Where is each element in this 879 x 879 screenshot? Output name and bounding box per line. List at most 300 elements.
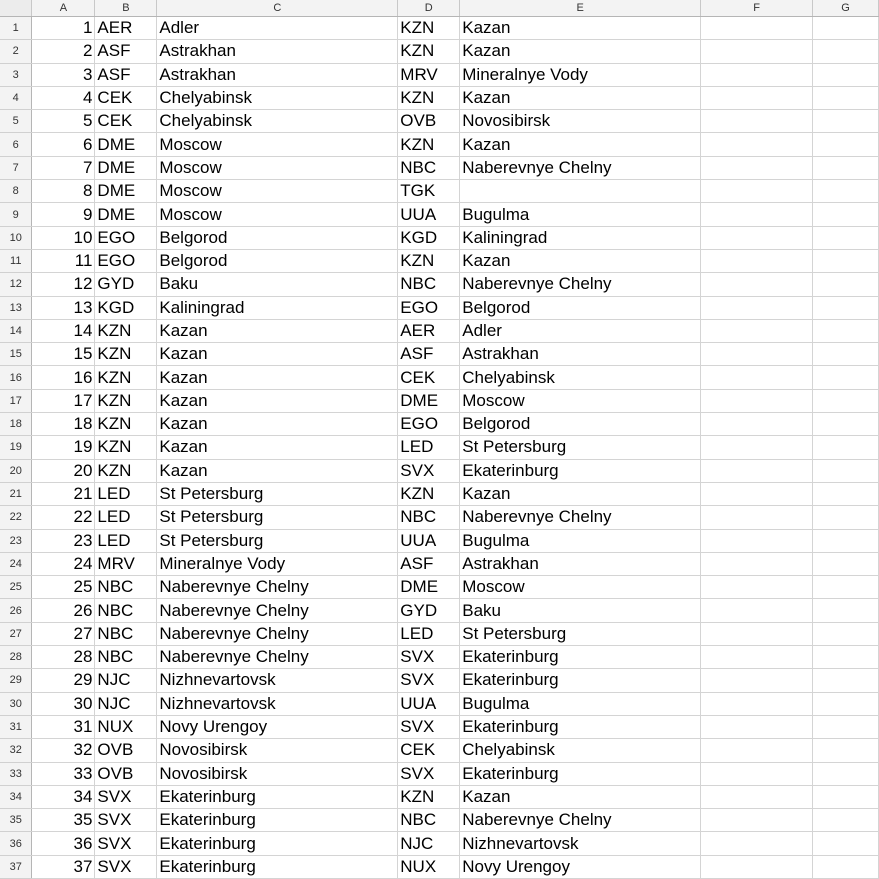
- cell-b[interactable]: NJC: [95, 692, 157, 715]
- cell-b[interactable]: NBC: [95, 576, 157, 599]
- cell-b[interactable]: OVB: [95, 739, 157, 762]
- row-header[interactable]: 1: [0, 17, 32, 40]
- cell-a[interactable]: 18: [32, 413, 95, 436]
- cell-f[interactable]: [701, 319, 813, 342]
- cell-d[interactable]: NBC: [398, 809, 460, 832]
- cell-f[interactable]: [701, 226, 813, 249]
- cell-f[interactable]: [701, 739, 813, 762]
- cell-c[interactable]: Chelyabinsk: [157, 86, 398, 109]
- cell-e[interactable]: Ekaterinburg: [460, 669, 701, 692]
- row-header[interactable]: 6: [0, 133, 32, 156]
- select-all-corner[interactable]: [0, 0, 32, 17]
- row-header[interactable]: 34: [0, 785, 32, 808]
- row-header[interactable]: 27: [0, 622, 32, 645]
- cell-d[interactable]: LED: [398, 622, 460, 645]
- cell-a[interactable]: 37: [32, 855, 95, 878]
- cell-b[interactable]: KZN: [95, 319, 157, 342]
- cell-b[interactable]: SVX: [95, 832, 157, 855]
- cell-e[interactable]: Kazan: [460, 785, 701, 808]
- cell-d[interactable]: NUX: [398, 855, 460, 878]
- cell-g[interactable]: [813, 576, 879, 599]
- cell-b[interactable]: LED: [95, 529, 157, 552]
- cell-c[interactable]: Chelyabinsk: [157, 110, 398, 133]
- cell-g[interactable]: [813, 506, 879, 529]
- cell-c[interactable]: Ekaterinburg: [157, 855, 398, 878]
- cell-e[interactable]: Belgorod: [460, 296, 701, 319]
- cell-a[interactable]: 34: [32, 785, 95, 808]
- cell-f[interactable]: [701, 110, 813, 133]
- cell-e[interactable]: Astrakhan: [460, 343, 701, 366]
- cell-e[interactable]: Kazan: [460, 249, 701, 272]
- cell-e[interactable]: Moscow: [460, 389, 701, 412]
- cell-c[interactable]: Nizhnevartovsk: [157, 692, 398, 715]
- cell-f[interactable]: [701, 459, 813, 482]
- cell-f[interactable]: [701, 86, 813, 109]
- cell-a[interactable]: 25: [32, 576, 95, 599]
- cell-a[interactable]: 4: [32, 86, 95, 109]
- cell-a[interactable]: 30: [32, 692, 95, 715]
- cell-d[interactable]: AER: [398, 319, 460, 342]
- cell-c[interactable]: Naberevnye Chelny: [157, 599, 398, 622]
- cell-g[interactable]: [813, 832, 879, 855]
- cell-e[interactable]: Kaliningrad: [460, 226, 701, 249]
- cell-a[interactable]: 27: [32, 622, 95, 645]
- cell-e[interactable]: Adler: [460, 319, 701, 342]
- cell-a[interactable]: 10: [32, 226, 95, 249]
- cell-b[interactable]: KGD: [95, 296, 157, 319]
- cell-a[interactable]: 21: [32, 482, 95, 505]
- cell-b[interactable]: OVB: [95, 762, 157, 785]
- cell-c[interactable]: Belgorod: [157, 226, 398, 249]
- row-header[interactable]: 25: [0, 576, 32, 599]
- cell-d[interactable]: CEK: [398, 739, 460, 762]
- cell-a[interactable]: 22: [32, 506, 95, 529]
- cell-d[interactable]: KZN: [398, 482, 460, 505]
- cell-b[interactable]: NUX: [95, 715, 157, 738]
- cell-e[interactable]: Kazan: [460, 40, 701, 63]
- cell-b[interactable]: KZN: [95, 413, 157, 436]
- cell-b[interactable]: DME: [95, 203, 157, 226]
- cell-d[interactable]: DME: [398, 576, 460, 599]
- cell-d[interactable]: GYD: [398, 599, 460, 622]
- cell-g[interactable]: [813, 855, 879, 878]
- cell-e[interactable]: Astrakhan: [460, 552, 701, 575]
- cell-g[interactable]: [813, 156, 879, 179]
- cell-f[interactable]: [701, 692, 813, 715]
- cell-g[interactable]: [813, 762, 879, 785]
- cell-a[interactable]: 12: [32, 273, 95, 296]
- cell-a[interactable]: 17: [32, 389, 95, 412]
- cell-b[interactable]: NJC: [95, 669, 157, 692]
- cell-g[interactable]: [813, 482, 879, 505]
- cell-d[interactable]: KZN: [398, 40, 460, 63]
- cell-b[interactable]: LED: [95, 506, 157, 529]
- cell-f[interactable]: [701, 273, 813, 296]
- cell-f[interactable]: [701, 17, 813, 40]
- cell-g[interactable]: [813, 319, 879, 342]
- cell-d[interactable]: EGO: [398, 413, 460, 436]
- cell-c[interactable]: Kazan: [157, 319, 398, 342]
- cell-f[interactable]: [701, 63, 813, 86]
- row-header[interactable]: 24: [0, 552, 32, 575]
- row-header[interactable]: 36: [0, 832, 32, 855]
- cell-e[interactable]: Belgorod: [460, 413, 701, 436]
- cell-c[interactable]: Kazan: [157, 436, 398, 459]
- row-header[interactable]: 16: [0, 366, 32, 389]
- cell-f[interactable]: [701, 40, 813, 63]
- cell-c[interactable]: Naberevnye Chelny: [157, 646, 398, 669]
- cell-e[interactable]: Kazan: [460, 86, 701, 109]
- cell-c[interactable]: Moscow: [157, 203, 398, 226]
- cell-d[interactable]: SVX: [398, 762, 460, 785]
- cell-f[interactable]: [701, 646, 813, 669]
- cell-e[interactable]: Naberevnye Chelny: [460, 156, 701, 179]
- cell-d[interactable]: NBC: [398, 273, 460, 296]
- cell-f[interactable]: [701, 529, 813, 552]
- row-header[interactable]: 29: [0, 669, 32, 692]
- cell-a[interactable]: 11: [32, 249, 95, 272]
- cell-d[interactable]: ASF: [398, 552, 460, 575]
- cell-c[interactable]: Novy Urengoy: [157, 715, 398, 738]
- cell-b[interactable]: AER: [95, 17, 157, 40]
- cell-e[interactable]: [460, 180, 701, 203]
- row-header[interactable]: 15: [0, 343, 32, 366]
- cell-c[interactable]: Kazan: [157, 343, 398, 366]
- cell-b[interactable]: NBC: [95, 599, 157, 622]
- cell-a[interactable]: 20: [32, 459, 95, 482]
- cell-a[interactable]: 2: [32, 40, 95, 63]
- cell-e[interactable]: Naberevnye Chelny: [460, 506, 701, 529]
- cell-f[interactable]: [701, 413, 813, 436]
- cell-c[interactable]: Kaliningrad: [157, 296, 398, 319]
- cell-c[interactable]: Ekaterinburg: [157, 832, 398, 855]
- cell-f[interactable]: [701, 576, 813, 599]
- column-header[interactable]: B: [95, 0, 157, 17]
- cell-b[interactable]: KZN: [95, 389, 157, 412]
- cell-d[interactable]: MRV: [398, 63, 460, 86]
- row-header[interactable]: 33: [0, 762, 32, 785]
- cell-c[interactable]: Novosibirsk: [157, 739, 398, 762]
- row-header[interactable]: 10: [0, 226, 32, 249]
- cell-a[interactable]: 1: [32, 17, 95, 40]
- cell-g[interactable]: [813, 249, 879, 272]
- cell-a[interactable]: 33: [32, 762, 95, 785]
- cell-e[interactable]: Ekaterinburg: [460, 715, 701, 738]
- row-header[interactable]: 30: [0, 692, 32, 715]
- cell-f[interactable]: [701, 552, 813, 575]
- cell-c[interactable]: Novosibirsk: [157, 762, 398, 785]
- cell-a[interactable]: 6: [32, 133, 95, 156]
- row-header[interactable]: 21: [0, 482, 32, 505]
- cell-d[interactable]: SVX: [398, 646, 460, 669]
- cell-g[interactable]: [813, 296, 879, 319]
- cell-c[interactable]: Kazan: [157, 389, 398, 412]
- row-header[interactable]: 17: [0, 389, 32, 412]
- column-header[interactable]: D: [398, 0, 460, 17]
- cell-d[interactable]: LED: [398, 436, 460, 459]
- row-header[interactable]: 32: [0, 739, 32, 762]
- row-header[interactable]: 13: [0, 296, 32, 319]
- cell-b[interactable]: LED: [95, 482, 157, 505]
- cell-c[interactable]: Moscow: [157, 133, 398, 156]
- cell-b[interactable]: EGO: [95, 249, 157, 272]
- cell-e[interactable]: St Petersburg: [460, 436, 701, 459]
- cell-d[interactable]: KZN: [398, 133, 460, 156]
- cell-a[interactable]: 26: [32, 599, 95, 622]
- cell-d[interactable]: ASF: [398, 343, 460, 366]
- cell-b[interactable]: ASF: [95, 40, 157, 63]
- cell-g[interactable]: [813, 226, 879, 249]
- row-header[interactable]: 7: [0, 156, 32, 179]
- cell-a[interactable]: 29: [32, 669, 95, 692]
- row-header[interactable]: 26: [0, 599, 32, 622]
- row-header[interactable]: 8: [0, 180, 32, 203]
- cell-c[interactable]: St Petersburg: [157, 506, 398, 529]
- cell-a[interactable]: 3: [32, 63, 95, 86]
- cell-b[interactable]: NBC: [95, 646, 157, 669]
- cell-f[interactable]: [701, 809, 813, 832]
- cell-f[interactable]: [701, 296, 813, 319]
- cell-c[interactable]: Baku: [157, 273, 398, 296]
- cell-g[interactable]: [813, 809, 879, 832]
- cell-e[interactable]: Baku: [460, 599, 701, 622]
- cell-g[interactable]: [813, 692, 879, 715]
- cell-c[interactable]: Kazan: [157, 413, 398, 436]
- cell-f[interactable]: [701, 180, 813, 203]
- cell-e[interactable]: Ekaterinburg: [460, 646, 701, 669]
- cell-a[interactable]: 36: [32, 832, 95, 855]
- row-header[interactable]: 14: [0, 319, 32, 342]
- cell-d[interactable]: NBC: [398, 156, 460, 179]
- cell-d[interactable]: SVX: [398, 669, 460, 692]
- cell-g[interactable]: [813, 110, 879, 133]
- cell-f[interactable]: [701, 482, 813, 505]
- row-header[interactable]: 31: [0, 715, 32, 738]
- cell-f[interactable]: [701, 715, 813, 738]
- cell-g[interactable]: [813, 413, 879, 436]
- cell-g[interactable]: [813, 622, 879, 645]
- cell-g[interactable]: [813, 785, 879, 808]
- cell-b[interactable]: ASF: [95, 63, 157, 86]
- cell-a[interactable]: 8: [32, 180, 95, 203]
- cell-f[interactable]: [701, 669, 813, 692]
- cell-e[interactable]: Nizhnevartovsk: [460, 832, 701, 855]
- cell-d[interactable]: KGD: [398, 226, 460, 249]
- row-header[interactable]: 12: [0, 273, 32, 296]
- cell-c[interactable]: Astrakhan: [157, 63, 398, 86]
- cell-c[interactable]: St Petersburg: [157, 529, 398, 552]
- cell-d[interactable]: NJC: [398, 832, 460, 855]
- row-header[interactable]: 3: [0, 63, 32, 86]
- cell-c[interactable]: Moscow: [157, 156, 398, 179]
- cell-f[interactable]: [701, 249, 813, 272]
- cell-f[interactable]: [701, 343, 813, 366]
- cell-g[interactable]: [813, 436, 879, 459]
- cell-g[interactable]: [813, 599, 879, 622]
- cell-d[interactable]: SVX: [398, 715, 460, 738]
- cell-a[interactable]: 19: [32, 436, 95, 459]
- cell-e[interactable]: Chelyabinsk: [460, 366, 701, 389]
- cell-a[interactable]: 7: [32, 156, 95, 179]
- cell-b[interactable]: DME: [95, 156, 157, 179]
- cell-a[interactable]: 5: [32, 110, 95, 133]
- cell-g[interactable]: [813, 646, 879, 669]
- cell-f[interactable]: [701, 156, 813, 179]
- cell-e[interactable]: Novy Urengoy: [460, 855, 701, 878]
- cell-d[interactable]: KZN: [398, 17, 460, 40]
- cell-c[interactable]: Kazan: [157, 459, 398, 482]
- row-header[interactable]: 20: [0, 459, 32, 482]
- cell-c[interactable]: Naberevnye Chelny: [157, 622, 398, 645]
- cell-f[interactable]: [701, 855, 813, 878]
- cell-a[interactable]: 32: [32, 739, 95, 762]
- cell-c[interactable]: Kazan: [157, 366, 398, 389]
- cell-d[interactable]: DME: [398, 389, 460, 412]
- cell-c[interactable]: Moscow: [157, 180, 398, 203]
- cell-d[interactable]: KZN: [398, 249, 460, 272]
- cell-c[interactable]: Ekaterinburg: [157, 785, 398, 808]
- cell-g[interactable]: [813, 459, 879, 482]
- cell-g[interactable]: [813, 273, 879, 296]
- cell-b[interactable]: CEK: [95, 86, 157, 109]
- cell-c[interactable]: Mineralnye Vody: [157, 552, 398, 575]
- cell-e[interactable]: Kazan: [460, 482, 701, 505]
- cell-c[interactable]: Naberevnye Chelny: [157, 576, 398, 599]
- row-header[interactable]: 11: [0, 249, 32, 272]
- cell-a[interactable]: 31: [32, 715, 95, 738]
- cell-g[interactable]: [813, 529, 879, 552]
- cell-a[interactable]: 13: [32, 296, 95, 319]
- cell-d[interactable]: EGO: [398, 296, 460, 319]
- cell-b[interactable]: NBC: [95, 622, 157, 645]
- cell-f[interactable]: [701, 436, 813, 459]
- cell-e[interactable]: Naberevnye Chelny: [460, 273, 701, 296]
- cell-f[interactable]: [701, 506, 813, 529]
- cell-d[interactable]: NBC: [398, 506, 460, 529]
- cell-d[interactable]: KZN: [398, 785, 460, 808]
- cell-c[interactable]: Astrakhan: [157, 40, 398, 63]
- cell-f[interactable]: [701, 785, 813, 808]
- cell-b[interactable]: KZN: [95, 366, 157, 389]
- cell-b[interactable]: SVX: [95, 855, 157, 878]
- row-header[interactable]: 37: [0, 855, 32, 878]
- cell-g[interactable]: [813, 203, 879, 226]
- cell-g[interactable]: [813, 739, 879, 762]
- row-header[interactable]: 9: [0, 203, 32, 226]
- row-header[interactable]: 22: [0, 506, 32, 529]
- cell-a[interactable]: 23: [32, 529, 95, 552]
- cell-e[interactable]: Naberevnye Chelny: [460, 809, 701, 832]
- cell-e[interactable]: Bugulma: [460, 529, 701, 552]
- column-header[interactable]: G: [813, 0, 879, 17]
- cell-a[interactable]: 9: [32, 203, 95, 226]
- cell-e[interactable]: Ekaterinburg: [460, 459, 701, 482]
- cell-b[interactable]: DME: [95, 133, 157, 156]
- row-header[interactable]: 28: [0, 646, 32, 669]
- column-header[interactable]: F: [701, 0, 813, 17]
- cell-f[interactable]: [701, 762, 813, 785]
- cell-e[interactable]: St Petersburg: [460, 622, 701, 645]
- cell-b[interactable]: CEK: [95, 110, 157, 133]
- row-header[interactable]: 19: [0, 436, 32, 459]
- cell-d[interactable]: OVB: [398, 110, 460, 133]
- cell-a[interactable]: 14: [32, 319, 95, 342]
- cell-c[interactable]: Belgorod: [157, 249, 398, 272]
- cell-e[interactable]: Mineralnye Vody: [460, 63, 701, 86]
- cell-e[interactable]: Ekaterinburg: [460, 762, 701, 785]
- cell-d[interactable]: UUA: [398, 529, 460, 552]
- column-header[interactable]: A: [32, 0, 95, 17]
- cell-a[interactable]: 35: [32, 809, 95, 832]
- cell-b[interactable]: KZN: [95, 343, 157, 366]
- cell-c[interactable]: Nizhnevartovsk: [157, 669, 398, 692]
- cell-b[interactable]: GYD: [95, 273, 157, 296]
- cell-f[interactable]: [701, 389, 813, 412]
- cell-g[interactable]: [813, 17, 879, 40]
- cell-d[interactable]: TGK: [398, 180, 460, 203]
- cell-g[interactable]: [813, 40, 879, 63]
- cell-b[interactable]: DME: [95, 180, 157, 203]
- cell-f[interactable]: [701, 599, 813, 622]
- cell-f[interactable]: [701, 133, 813, 156]
- cell-e[interactable]: Chelyabinsk: [460, 739, 701, 762]
- row-header[interactable]: 5: [0, 110, 32, 133]
- cell-g[interactable]: [813, 552, 879, 575]
- cell-f[interactable]: [701, 203, 813, 226]
- cell-e[interactable]: Novosibirsk: [460, 110, 701, 133]
- cell-a[interactable]: 16: [32, 366, 95, 389]
- cell-b[interactable]: KZN: [95, 436, 157, 459]
- cell-e[interactable]: Kazan: [460, 133, 701, 156]
- cell-e[interactable]: Moscow: [460, 576, 701, 599]
- cell-g[interactable]: [813, 180, 879, 203]
- row-header[interactable]: 2: [0, 40, 32, 63]
- cell-b[interactable]: KZN: [95, 459, 157, 482]
- cell-b[interactable]: MRV: [95, 552, 157, 575]
- cell-a[interactable]: 28: [32, 646, 95, 669]
- cell-g[interactable]: [813, 133, 879, 156]
- cell-g[interactable]: [813, 366, 879, 389]
- row-header[interactable]: 4: [0, 86, 32, 109]
- cell-g[interactable]: [813, 343, 879, 366]
- cell-g[interactable]: [813, 63, 879, 86]
- cell-b[interactable]: EGO: [95, 226, 157, 249]
- cell-d[interactable]: UUA: [398, 203, 460, 226]
- column-header[interactable]: C: [157, 0, 398, 17]
- cell-g[interactable]: [813, 389, 879, 412]
- cell-g[interactable]: [813, 86, 879, 109]
- cell-d[interactable]: KZN: [398, 86, 460, 109]
- cell-b[interactable]: SVX: [95, 809, 157, 832]
- cell-f[interactable]: [701, 622, 813, 645]
- row-header[interactable]: 23: [0, 529, 32, 552]
- row-header[interactable]: 18: [0, 413, 32, 436]
- row-header[interactable]: 35: [0, 809, 32, 832]
- cell-f[interactable]: [701, 832, 813, 855]
- cell-a[interactable]: 15: [32, 343, 95, 366]
- cell-f[interactable]: [701, 366, 813, 389]
- cell-e[interactable]: Bugulma: [460, 692, 701, 715]
- cell-c[interactable]: Ekaterinburg: [157, 809, 398, 832]
- cell-c[interactable]: St Petersburg: [157, 482, 398, 505]
- cell-b[interactable]: SVX: [95, 785, 157, 808]
- column-header[interactable]: E: [460, 0, 701, 17]
- cell-e[interactable]: Bugulma: [460, 203, 701, 226]
- cell-e[interactable]: Kazan: [460, 17, 701, 40]
- cell-a[interactable]: 24: [32, 552, 95, 575]
- cell-d[interactable]: UUA: [398, 692, 460, 715]
- cell-g[interactable]: [813, 715, 879, 738]
